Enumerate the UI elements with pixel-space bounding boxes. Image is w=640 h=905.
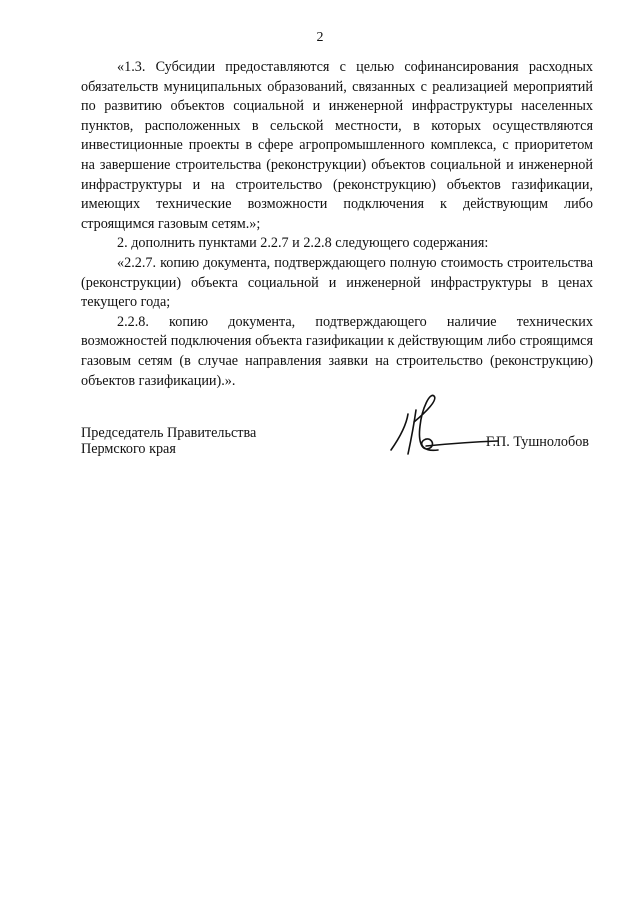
document-body — [81, 58, 593, 391]
paragraph-2-2-7: «2.2.7. копию документа, подтверждающего полную стоимость строительства (реконструкции) объекта социальной и инженерной инфраструктуры в ценах текущего года; — [81, 254, 593, 311]
signer-name: Г.П. Тушнолобов — [485, 434, 589, 450]
signer-title-line-2: Пермского края — [81, 440, 176, 457]
signature-block — [81, 392, 593, 472]
paragraph-amendment-intro: 2. дополнить пунктами 2.2.7 и 2.2.8 следующего содержания: — [117, 235, 489, 252]
paragraph-2-2-8: 2.2.8. копию документа, подтверждающего наличие технических возможностей подключения объекта газификации к действующим либо строящимся газовым сетям (в случае направления заявки на строительство (реконструкцию) объектов газификации).». — [81, 313, 593, 389]
page-number: 2 — [316, 30, 324, 45]
signer-title-line-1: Председатель Правительства — [81, 425, 257, 441]
paragraph-1-3-subsidies: «1.3. Субсидии предоставляются с целью софинансирования расходных обязательств муниципальных образований, связанных с реализацией мероприятий по развитию объектов социальной и инженерной инфраструктуры населенных пунктов, расположенных в сельской местности, в которых осуществляются инвестиционные проекты в сфере агропромышленного комплекса, с приоритетом на завершение строительства (реконструкции) объектов социальной и инженерной инфраструктуры и на строительство (реконструкцию) объектов газификации, имеющих технические возможности подключения к действующим либо строящимся газовым сетям.»; — [81, 59, 593, 232]
signer-title — [81, 426, 256, 457]
handwritten-signature — [386, 392, 506, 467]
